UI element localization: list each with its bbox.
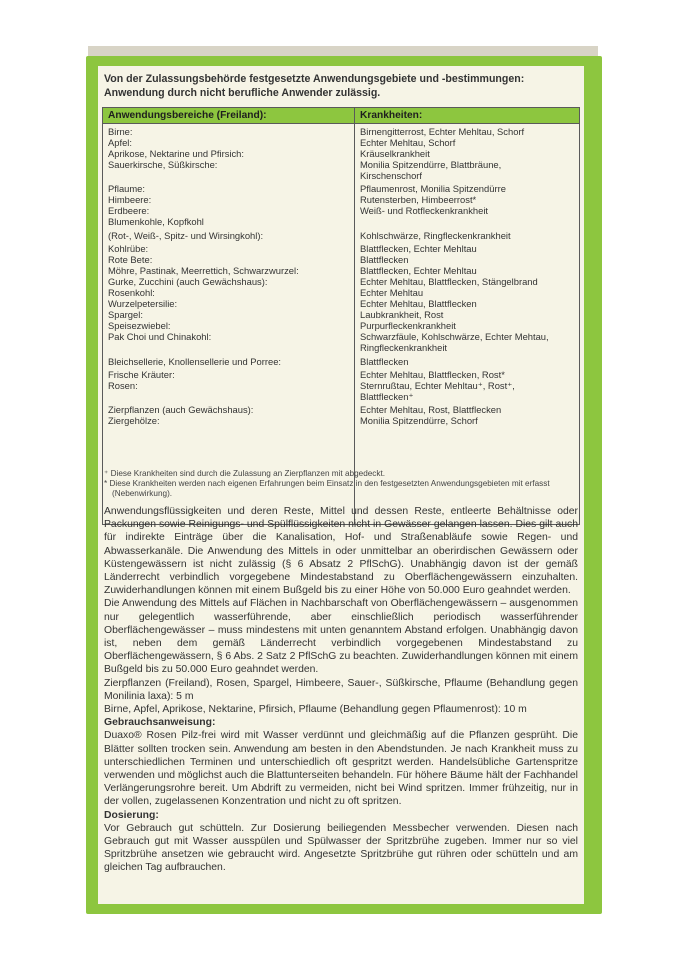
disease-cell: Schwarzfäule, Kohlschwärze, Echter Mehtau,: [360, 331, 549, 342]
table-row: [103, 183, 579, 194]
table-row: [103, 243, 579, 254]
application-area-cell: Blumenkohle, Kopfkohl: [108, 216, 204, 227]
disease-cell: Kohlschwärze, Ringfleckenkrankheit: [360, 230, 511, 241]
application-area-cell: Pak Choi und Chinakohl:: [108, 331, 212, 342]
application-area-cell: Rosenkohl:: [108, 287, 155, 298]
paragraph-distance-10m: Birne, Apfel, Aprikose, Nektarine, Pfirsich, Pflaume (Behandlung gegen Pflaumenrost): 10 m: [104, 704, 527, 716]
disease-cell: Blattflecken: [360, 356, 409, 367]
table-row: [103, 309, 579, 320]
application-area-cell: Sauerkirsche, Süßkirsche:: [108, 159, 218, 170]
application-area-cell: Ziergehölze:: [108, 415, 160, 426]
table-row: [103, 331, 579, 342]
disease-cell: Sternrußtau, Echter Mehltau⁺, Rost⁺,: [360, 380, 515, 391]
instructions-text: [104, 505, 578, 875]
application-area-cell: Kohlrübe:: [108, 243, 149, 254]
disease-cell: Ringfleckenkrankheit: [360, 342, 448, 353]
application-area-cell: Wurzelpetersilie:: [108, 298, 178, 309]
disease-cell: Blattflecken⁺: [360, 391, 414, 402]
paragraph-distance-5m: Zierpflanzen (Freiland), Rosen, Spargel, Himbeere, Sauer-, Süßkirsche, Pflaume (Behandlung gegen Monilinia laxa): 5 m: [104, 677, 578, 702]
disease-cell: Echter Mehltau, Blattflecken: [360, 298, 477, 309]
disease-cell: Blattflecken: [360, 254, 409, 265]
table-row: [103, 137, 579, 148]
table-row: [103, 216, 579, 227]
table-row: [103, 170, 579, 181]
header-application-areas: Anwendungsbereiche (Freiland):: [108, 110, 267, 121]
application-table: [102, 107, 580, 525]
application-area-cell: Himbeere:: [108, 194, 152, 205]
table-row: [103, 369, 579, 380]
application-area-cell: Birne:: [108, 126, 133, 137]
table-row: [103, 159, 579, 170]
application-area-cell: Apfel:: [108, 137, 132, 148]
application-area-cell: Aprikose, Nektarine und Pfirsich:: [108, 148, 244, 159]
application-area-cell: Pflaume:: [108, 183, 145, 194]
disease-cell: Monilia Spitzendürre, Blattbräune,: [360, 159, 502, 170]
disease-cell: Monilia Spitzendürre, Schorf: [360, 415, 478, 426]
table-row: [103, 230, 579, 241]
disease-cell: Echter Mehltau: [360, 287, 424, 298]
table-row: [103, 254, 579, 265]
disease-cell: Kräuselkrankheit: [360, 148, 430, 159]
header-diseases: Krankheiten:: [360, 110, 423, 121]
table-row: [103, 205, 579, 216]
table-row: [103, 148, 579, 159]
application-area-cell: Erdbeere:: [108, 205, 150, 216]
paragraph-distance-rules: Die Anwendung des Mittels auf Flächen in Nachbarschaft von Oberflächengewässern – ausgenommen nur gelegentlich wasserführende, aber einschließlich periodisch wasserführender Oberflächengewässer – muss mindestens mit unten genanntem Abstand erfolgen. Unabhängig davon ist, neben dem gemäß Länderrecht verbindlich vorgegebenen Mindestabstand zu Oberflächengewässern, § 6 Abs. 2 Satz 2 PflSchG zu beachten. Zuwiderhandlungen können mit einem Bußgeld bis zu 50.000 Euro geahndet werden.: [104, 598, 578, 676]
disease-cell: Echter Mehltau, Schorf: [360, 137, 456, 148]
application-area-cell: Frische Kräuter:: [108, 369, 175, 380]
disease-cell: Echter Mehltau, Rost, Blattflecken: [360, 404, 502, 415]
application-area-cell: Zierpflanzen (auch Gewächshaus):: [108, 404, 254, 415]
intro-line-1: Von der Zulassungsbehörde festgesetzte Anwendungsgebiete und -bestimmungen:: [104, 73, 525, 85]
application-area-cell: Rote Bete:: [108, 254, 153, 265]
paragraph-water-protection: Anwendungsflüssigkeiten und deren Reste, Mittel und dessen Reste, entleerte Behältnisse oder Packungen sowie Reinigungs- und Spülflüssigkeiten nicht in Gewässer gelangen lassen. Dies gilt auch für indirekte Einträge über die Kanalisation, Hof- und Straßenabläufe sowie Regen- und Abwasserkanäle. Die Anwendung des Mittels in oder unmittelbar an oberirdischen Gewässern oder Küstengewässern ist nicht zulässig (§ 6 Absatz 2 PflSchG). Unabhängig davon ist der gemäß Länderrecht verbindlich vorgegebene Mindestabstand zu Oberflächengewässern einzuhalten. Zuwiderhandlungen können mit einem Bußgeld bis zu einer Höhe von 50.000 Euro geahndet werden.: [104, 506, 578, 597]
table-row: [103, 320, 579, 331]
table-row: [103, 380, 579, 391]
disease-cell: Blattflecken, Echter Mehltau: [360, 243, 477, 254]
application-area-cell: Speisezwiebel:: [108, 320, 171, 331]
footnote-star: * Diese Krankheiten werden nach eigenen Erfahrungen beim Einsatz in den festgesetzten Anwendungsgebieten mit erfasst (Nebenwirkung).: [104, 479, 550, 498]
disease-cell: Echter Mehltau, Blattflecken, Stängelbrand: [360, 276, 538, 287]
table-row: [103, 276, 579, 287]
application-area-cell: Spargel:: [108, 309, 143, 320]
footnote-plus: ⁺ Diese Krankheiten sind durch die Zulassung an Zierpflanzen mit abgedeckt.: [104, 469, 386, 478]
heading-usage: Gebrauchsanweisung:: [104, 717, 216, 729]
table-row: [103, 356, 579, 367]
disease-cell: Laubkrankheit, Rost: [360, 309, 444, 320]
application-area-cell: (Rot-, Weiß-, Spitz- und Wirsingkohl):: [108, 230, 264, 241]
table-row: [103, 415, 579, 426]
heading-dosage: Dosierung:: [104, 809, 159, 821]
disease-cell: Pflaumenrost, Monilia Spitzendürre: [360, 183, 506, 194]
disease-cell: Blattflecken, Echter Mehltau: [360, 265, 477, 276]
disease-cell: Purpurfleckenkrankheit: [360, 320, 456, 331]
table-row: [103, 342, 579, 353]
application-area-cell: Bleichsellerie, Knollensellerie und Porree:: [108, 356, 282, 367]
disease-cell: Echter Mehltau, Blattflecken, Rost*: [360, 369, 505, 380]
label-panel: [98, 66, 584, 904]
table-row: [103, 287, 579, 298]
footnotes: [104, 469, 579, 499]
application-area-cell: Rosen:: [108, 380, 138, 391]
table-row: [103, 194, 579, 205]
disease-cell: Kirschenschorf: [360, 170, 423, 181]
paragraph-dosage: Vor Gebrauch gut schütteln. Zur Dosierung beiliegenden Messbecher verwenden. Diesen nach Gebrauch gut mit Wasser ausspülen und Spülwasser der Spritzbrühe zugeben. Immer nur so viel Spritzbrühe ansetzen wie gebraucht wird. Angesetzte Spritzbrühe gut rühren oder schütteln und am gleichen Tag aufbrauchen.: [104, 822, 578, 874]
table-row: [103, 298, 579, 309]
table-row: [103, 404, 579, 415]
table-body: [103, 126, 579, 426]
paragraph-usage: Duaxo® Rosen Pilz-frei wird mit Wasser verdünnt und gleichmäßig auf die Pflanzen gesprüht. Die Blätter sollten trocken sein. Anwendung am besten in den Abendstunden. Je nach Krankheit muss zu unterschiedlichen Terminen und unterschiedlich oft gespritzt werden. Handelsübliche Gartenspritze verwenden und möglichst auch die Blattunterseiten behandeln. Für höhere Bäume hält der Fachhandel Verlängerungsrohre bereit. Um Abdrift zu vermeiden, nicht bei Wind spritzen. Immer frühzeitig, nur in der vollen, zugelassenen Konzentration und nicht zu oft spritzen.: [104, 730, 578, 808]
table-row: [103, 265, 579, 276]
table-header: [103, 108, 579, 124]
intro-text: [104, 72, 579, 100]
disease-cell: Rutensterben, Himbeerrost*: [360, 194, 477, 205]
application-area-cell: Möhre, Pastinak, Meerrettich, Schwarzwurzel:: [108, 265, 299, 276]
application-area-cell: Gurke, Zucchini (auch Gewächshaus):: [108, 276, 268, 287]
table-row: [103, 391, 579, 402]
table-row: [103, 126, 579, 137]
disease-cell: Weiß- und Rotfleckenkrankheit: [360, 205, 489, 216]
disease-cell: Birnengitterrost, Echter Mehltau, Schorf: [360, 126, 525, 137]
intro-line-2: Anwendung durch nicht berufliche Anwender zulässig.: [104, 87, 381, 99]
